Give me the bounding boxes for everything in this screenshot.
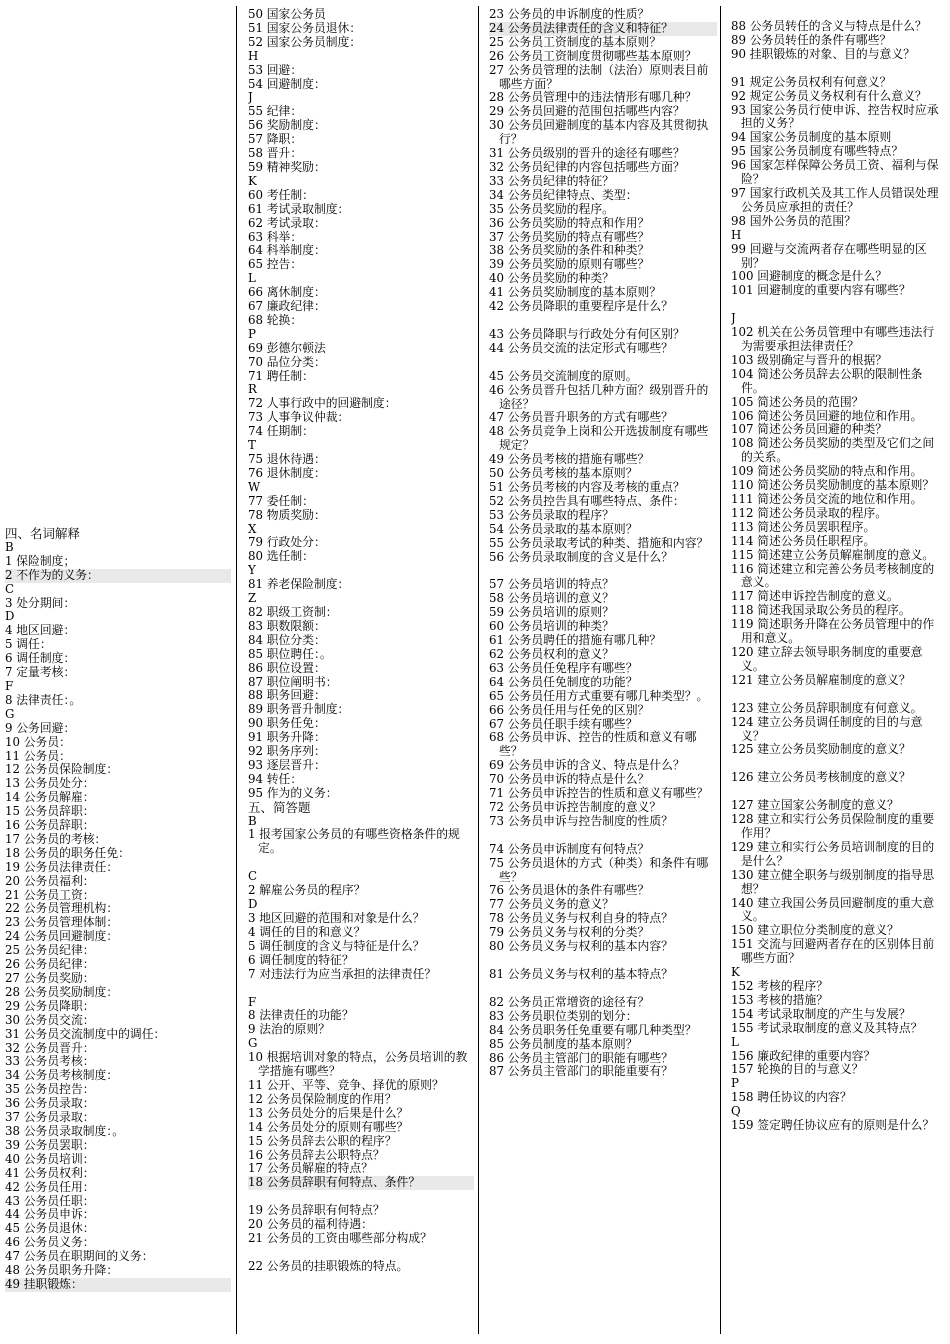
list-item: 113 简述公务员罢职程序。 [731,519,876,534]
list-item: 86 职位设置： [248,660,326,675]
list-item: 104 简述公务员辞去公职的限制性条件。 [731,366,923,395]
list-item: 54 回避制度： [248,76,326,91]
letter-index: B [5,539,14,554]
list-item: 77 公务员义务的意义？ [489,897,614,912]
letter-index: Z [248,591,257,606]
list-item: 55 公务员录取考试的种类、措施和内容？ [489,535,709,550]
list-item: 66 公务员任用与任免的区别？ [489,702,650,717]
list-item: 85 公务员制度的基本原则？ [489,1036,638,1051]
list-item: 20 公务员的福利待遇： [248,1217,373,1232]
list-item: 5 调任： [5,637,52,652]
list-item: 9 法治的原则？ [248,1022,331,1037]
list-item: 76 公务员退休的条件有哪些？ [489,883,650,898]
list-item: 19 公务员法律责任： [5,859,119,874]
list-item: 11 公开、平等、竞争、择优的原则？ [248,1077,444,1092]
list-item: 65 控告： [248,257,303,272]
list-item: 88 职务回避： [248,688,326,703]
list-item: 83 职数限额： [248,618,326,633]
letter-index: L [248,271,256,286]
list-item: 89 职务晋升制度： [248,702,350,717]
list-item: 8 法律责任：。 [5,692,82,707]
spacer [248,1190,474,1204]
spacer [731,757,945,771]
letter-index: X [248,521,257,536]
list-item: 4 地区回避： [5,623,76,638]
list-item: 21 公务员的工资由哪些部分构成？ [248,1231,432,1246]
spacer [731,62,945,76]
list-item: 98 国外公务员的范围？ [731,213,856,228]
list-item: 65 公务员任用方式重要有哪几种类型？。 [489,688,709,703]
list-item: 16 公务员辞职： [5,818,95,833]
spacer [489,982,717,996]
list-item: 69 公务员申诉的含义、特点是什么？ [489,758,685,773]
list-item: 51 国家公务员退休： [248,20,362,35]
letter-index: J [731,311,736,326]
list-item: 157 轮换的目的与意义？ [731,1062,864,1077]
list-item: 106 简述公务员回避的地位和作用。 [731,408,923,423]
list-item: 49 公务员考核的措施有哪些？ [489,452,650,467]
list-item: 56 奖励制度： [248,118,326,133]
list-item: 102 机关在公务员管理中有哪些违法行为需要承担法律责任？ [731,325,935,354]
list-item: 87 职位阐明书： [248,674,338,689]
list-item: 90 职务任免： [248,716,326,731]
list-item: 80 公务员义务与权利的基本内容？ [489,939,673,954]
list-item: 3 地区回避的范围和对象是什么？ [248,911,425,925]
list-item: 155 考试录取制度的意义及其特点？ [731,1020,923,1035]
list-item: 30 公务员交流： [5,1012,95,1027]
list-item: 87 公务员主管部门的职能重要有？ [489,1064,673,1079]
letter-index: K [731,965,740,980]
list-item: 61 考试录取制度： [248,201,350,216]
list-item: 31 公务员级别的晋升的途径有哪些？ [489,146,685,161]
list-item: 22 公务员的挂职锻炼的特点。 [248,1258,409,1273]
list-item: 12 公务员保险制度： [5,762,119,777]
list-item: 18 公务员辞职有何特点、条件？ [248,1176,474,1190]
list-item: 108 简述公务员奖励的类型及它们之间的关系。 [731,436,935,465]
list-item: 38 公务员录取制度：。 [5,1123,125,1138]
list-item: 6 调任制度的特征？ [248,952,354,967]
list-item: 156 廉政纪律的重要内容？ [731,1048,876,1063]
list-item: 35 公务员奖励的程序。 [489,201,614,216]
spacer [489,954,717,968]
list-item: 59 精神奖励： [248,159,326,174]
list-item: 25 公务员工资制度的基本原则？ [489,34,662,49]
list-item: 76 退休制度： [248,465,326,480]
list-item: 58 公务员培训的意义？ [489,591,614,606]
list-item: 117 简述申诉控告制度的意义。 [731,589,899,604]
letter-index: G [5,706,15,721]
list-item: 54 公务员录取的基本原则？ [489,521,638,536]
list-item: 13 公务员处分的后果是什么？ [248,1105,409,1120]
list-item: 86 公务员主管部门的职能有哪些？ [489,1050,673,1065]
list-item: 93 国家公务员行使申诉、控告权时应承担的义务？ [731,102,939,131]
list-item: 40 公务员奖励的种类？ [489,271,614,286]
list-item: 119 简述职务升降在公务员管理中的作用和意义。 [731,617,935,646]
list-item: 61 公务员聘任的措施有哪几种？ [489,633,662,648]
list-item: 115 简述建立公务员解雇制度的意义。 [731,547,935,562]
list-item: 73 人事争议仲裁： [248,410,350,425]
list-item: 75 公务员退休的方式（种类）和条件有哪些？ [489,855,709,884]
list-item: 10 根据培训对象的特点，公务员培训的教学措施有哪些？ [248,1050,468,1079]
spacer [489,356,717,370]
list-item: 46 公务员晋升包括几种方面？级别晋升的途径？ [489,382,709,411]
list-item: 10 公务员： [5,734,71,749]
list-item: 37 公务员录取： [5,1110,95,1125]
list-item: 159 签定聘任协议应有的原则是什么？ [731,1118,935,1133]
list-item: 43 公务员降职与行政处分有何区别？ [489,326,685,341]
list-item: 71 公务员申诉控告的性质和意义有哪些？ [489,786,709,801]
list-item: 94 国家公务员制度的基本原则 [731,130,892,145]
list-item: 151 交流与回避两者存在的区别体目前哪些方面？ [731,937,935,966]
list-item: 22 公务员管理机构： [5,901,119,916]
list-item: 32 公务员纪律的内容包括哪些方面？ [489,159,685,174]
list-item: 27 公务员管理的法制（法治）原则表目前哪些方面？ [489,62,709,91]
list-item: 71 聘任制： [248,368,314,383]
list-item: 12 公务员保险制度的作用？ [248,1091,397,1106]
list-item: 17 公务员解雇的特点？ [248,1161,373,1176]
column-1 [5,0,231,1344]
list-item: 29 公务员回避的范围包括哪些内容？ [489,104,685,119]
letter-index: F [5,678,14,693]
list-item: 127 建立国家公务制度的意义？ [731,798,899,813]
list-item: 31 公务员交流制度中的调任： [5,1026,166,1041]
list-item: 73 公务员申诉与控告制度的性质？ [489,813,673,828]
list-item: 74 任期制： [248,424,314,439]
list-item: 91 规定公务员权利有何意义？ [731,74,892,89]
list-item: 60 考任制： [248,187,314,202]
column-2 [248,0,474,1344]
list-item: 30 公务员回避制度的基本内容及其贯彻执行？ [489,118,709,147]
list-item: 152 考核的程序？ [731,979,829,993]
list-item: 50 公务员考核的基本原则？ [489,466,638,481]
letter-index: C [248,869,258,884]
letter-index: C [5,581,15,596]
letter-index: B [248,813,257,828]
list-item: 38 公务员奖励的条件和种类？ [489,243,650,258]
letter-index: L [731,1034,739,1049]
list-item: 53 公务员录取的程序？ [489,507,614,522]
letter-index: F [248,994,257,1009]
list-item: 128 建立和实行公务员保险制度的重要作用？ [731,812,935,841]
list-item: 24 公务员法律责任的含义和特征？ [489,22,717,36]
list-item: 66 离休制度： [248,285,326,300]
spacer [731,785,945,799]
list-item: 47 公务员在职期间的义务： [5,1249,154,1264]
list-item: 57 降职： [248,132,303,147]
list-item: 42 公务员任用： [5,1179,95,1194]
list-item: 84 公务员职务任免重要有哪几种类型？ [489,1022,697,1037]
list-item: 26 公务员工资制度贯彻哪些基本原则？ [489,48,697,63]
list-item: 100 回避制度的概念是什么？ [731,269,888,284]
list-item: 3 处分期间： [5,595,76,610]
list-item: 116 简述建立和完善公务员考核制度的意义。 [731,561,935,590]
list-item: 29 公务员降职： [5,998,95,1013]
column-4-list [731,0,945,1133]
column-divider [478,6,479,1334]
letter-index: J [248,90,253,105]
list-item: 14 公务员解雇： [5,790,95,805]
list-item: 62 公务员权利的意义？ [489,646,614,661]
list-item: 32 公务员晋升： [5,1040,95,1055]
list-item: 81 养老保险制度： [248,577,350,592]
list-item: 15 公务员辞去公职的程序？ [248,1133,397,1148]
list-item: 130 建立健全职务与级别制度的指导思想？ [731,867,935,896]
list-item: 67 公务员任职手续有哪些？ [489,716,638,731]
list-item: 42 公务员降职的重要程序是什么？ [489,299,673,314]
list-item: 37 公务员奖励的特点有哪些？ [489,229,650,244]
list-item: 72 公务员申诉控告制度的意义？ [489,799,662,814]
list-item: 114 简述公务员任职程序。 [731,533,876,548]
list-item: 48 公务员职务升降： [5,1263,119,1278]
list-item: 82 公务员正常增资的途径有？ [489,994,650,1009]
list-item: 7 定量考核： [5,665,76,680]
list-item: 47 公务员晋升职务的方式有哪些？ [489,410,673,425]
list-item: 60 公务员培训的种类？ [489,619,614,634]
list-item: 72 人事行政中的回避制度： [248,396,397,411]
letter-index: P [248,326,256,341]
list-item: 45 公务员交流制度的原则。 [489,368,638,383]
list-item: 39 公务员罢职： [5,1137,95,1152]
list-item: 16 公务员辞去公职特点？ [248,1147,385,1162]
letter-index: H [731,227,742,242]
list-item: 2 不作为的义务： [5,569,231,583]
list-item: 19 公务员辞职有何特点？ [248,1203,385,1218]
letter-index: D [5,609,15,624]
list-item: 20 公务员福利： [5,873,95,888]
list-item: 107 简述公务员回避的种类？ [731,422,888,437]
list-item: 91 职务升降： [248,730,326,745]
list-item: 85 职位聘任：。 [248,646,332,661]
list-item: 33 公务员纪律的特征？ [489,173,614,188]
list-item: 50 国家公务员 [248,7,326,21]
list-item: 46 公务员义务： [5,1235,95,1250]
list-item: 93 逐层晋升： [248,757,326,772]
list-item: 33 公务员考核： [5,1054,95,1069]
column-3-list [489,0,717,1079]
spacer [489,314,717,328]
list-item: 44 公务员申诉： [5,1207,95,1222]
list-item: 95 作为的义务： [248,785,338,800]
spacer [248,1246,474,1260]
list-item: 88 公务员转任的含义与特点是什么？ [731,19,927,33]
column-divider [720,6,721,1334]
list-item: 63 公务员任免程序有哪些？ [489,660,638,675]
column-1-list [5,0,231,1292]
list-item: 34 公务员考核制度： [5,1068,119,1083]
letter-index: Q [731,1104,741,1119]
letter-index: P [731,1076,739,1091]
list-item: 53 回避： [248,62,303,77]
spacer [489,564,717,578]
list-item: 44 公务员交流的法定形式有哪些？ [489,340,673,355]
list-item: 23 公务员管理体制： [5,915,119,930]
list-item: 64 公务员任免制度的功能？ [489,674,638,689]
list-item: 52 公务员控告具有哪些特点、条件： [489,493,685,508]
list-item: 63 科举： [248,229,303,244]
list-item: 69 彭德尔顿法 [248,340,326,355]
list-item: 95 国家公务员制度有哪些特点？ [731,144,904,159]
list-item: 45 公务员退休： [5,1221,95,1236]
letter-index: G [248,1036,258,1051]
list-item: 68 公务员申诉、控告的性质和意义有哪些？ [489,730,697,759]
list-item: 49 挂职锻炼： [5,1278,231,1292]
letter-index: D [248,897,258,912]
list-item: 75 退休待遇： [248,452,326,466]
column-4 [731,0,945,1344]
list-item: 36 公务员录取： [5,1096,95,1111]
list-item: 9 公务回避： [5,720,76,735]
list-item: 58 晋升： [248,146,303,161]
letter-index: Y [248,563,256,578]
list-item: 51 公务员考核的内容及考核的重点？ [489,480,685,494]
list-item: 80 选任制： [248,549,314,564]
list-item: 96 国家怎样保障公务员工资、福利与保险？ [731,158,939,187]
list-item: 1 报考国家公务员的有哪些资格条件的规定。 [248,827,460,856]
list-item: 55 纪律： [248,104,303,119]
list-item: 8 法律责任的功能？ [248,1008,354,1023]
list-item: 41 公务员奖励制度的基本原则？ [489,285,662,300]
letter-index: T [248,438,256,453]
list-item: 81 公务员义务与权利的基本特点？ [489,967,673,981]
list-item: 111 简述公务员交流的地位和作用。 [731,492,923,506]
list-item: 150 建立职位分类制度的意义？ [731,923,899,938]
list-item: 118 简述我国录取公务员的程序。 [731,603,911,618]
spacer [731,298,945,312]
list-item: 125 建立公务员奖励制度的意义？ [731,742,911,757]
letter-index: K [248,173,257,188]
list-item: 109 简述公务员奖励的特点和作用。 [731,464,923,479]
list-item: 124 建立公务员调任制度的目的与意义？ [731,714,923,743]
spacer [489,829,717,843]
list-item: 105 简述公务员的范围？ [731,394,864,409]
list-item: 64 科举制度： [248,243,326,258]
list-item: 101 回避制度的重要内容有哪些？ [731,283,911,298]
column-divider [236,6,237,1334]
list-item: 94 转任： [248,771,303,786]
list-item: 39 公务员奖励的原则有哪些？ [489,257,650,272]
list-item: 15 公务员辞职： [5,804,95,819]
list-item: 21 公务员工资： [5,887,95,902]
list-item: 97 国家行政机关及其工作人员错误处理公务员应承担的责任？ [731,185,939,214]
list-item: 126 建立公务员考核制度的意义？ [731,770,911,785]
list-item: 89 公务员转任的条件有哪些？ [731,32,892,47]
list-item: 4 调任的目的和意义？ [248,924,366,939]
list-item: 28 公务员管理中的违法情形有哪几种？ [489,90,697,105]
list-item: 26 公务员纪律： [5,957,95,972]
list-item: 112 简述公务员录取的程序。 [731,505,888,520]
list-item: 158 聘任协议的内容？ [731,1090,852,1105]
letter-index: H [248,48,259,63]
list-item: 35 公务员控告： [5,1082,95,1097]
spacer [248,856,474,870]
list-item: 79 公务员义务与权利的分类？ [489,925,650,940]
list-item: 140 建立我国公务员回避制度的重大意义。 [731,895,935,924]
list-item: 90 挂职锻炼的对象、目的与意义？ [731,46,915,61]
list-item: 11 公务员： [5,748,71,763]
list-item: 92 职务序列： [248,744,326,759]
list-item: 123 建立公务员辞职制度有何意义。 [731,700,923,715]
list-item: 77 委任制： [248,493,314,508]
list-item: 13 公务员处分： [5,776,95,791]
list-item: 78 物质奖励： [248,507,326,522]
list-item: 2 解雇公务员的程序？ [248,883,366,898]
spacer [731,688,945,702]
column-3 [489,0,717,1344]
list-item: 7 对违法行为应当承担的法律责任？ [248,966,437,981]
list-item: 67 廉政纪律： [248,299,326,314]
list-item: 84 职位分类： [248,632,326,647]
list-item: 82 职级工资制： [248,604,338,619]
list-item: 43 公务员任职： [5,1193,95,1208]
list-item: 68 轮换： [248,312,303,327]
list-item: 34 公务员纪律特点、类型： [489,187,638,202]
list-item: 18 公务员的职务任免： [5,845,130,860]
list-item: 121 建立公务员解雇制度的意义？ [731,672,911,687]
list-item: 74 公务员申诉制度有何特点？ [489,841,650,856]
list-item: 40 公务员培训： [5,1151,95,1166]
list-item: 129 建立和实行公务员培训制度的目的是什么？ [731,839,935,868]
spacer [248,982,474,996]
list-item: 1 保险制度； [5,553,76,568]
section-heading: 四、名词解释 [5,526,81,541]
list-item: 70 品位分类： [248,354,326,369]
list-item: 48 公务员竞争上岗和公开选拔制度有哪些规定？ [489,424,709,453]
list-item: 92 规定公务员义务权利有什么意义？ [731,88,927,103]
list-item: 78 公务员义务与权利自身的特点？ [489,911,673,926]
list-item: 59 公务员培训的原则？ [489,605,614,620]
list-item: 5 调任制度的含义与特征是什么？ [248,938,425,953]
list-item: 120 建立辞去领导职务制度的重要意义。 [731,644,923,673]
list-item: 70 公务员申诉的特点是什么？ [489,772,650,787]
list-item: 154 考试录取制度的产生与发展？ [731,1006,911,1021]
list-item: 36 公务员奖励的特点和作用？ [489,215,650,230]
list-item: 110 简述公务员奖励制度的基本原则？ [731,478,935,493]
list-item: 28 公务员奖励制度： [5,984,119,999]
list-item: 103 级别确定与晋升的根据？ [731,352,888,367]
list-item: 79 行政处分： [248,535,326,550]
list-item: 23 公务员的申诉制度的性质？ [489,7,650,21]
list-item: 25 公务员纪律： [5,943,95,958]
list-item: 24 公务员回避制度： [5,929,119,944]
section-heading: 五、简答题 [248,799,311,815]
list-item: 6 调任制度： [5,651,76,666]
column-2-list [248,0,474,1274]
letter-index: W [248,479,261,494]
list-item: 56 公务员录取制度的含义是什么？ [489,549,673,564]
list-item: 83 公务员职位类别的划分： [489,1008,638,1023]
list-item: 99 回避与交流两者存在哪些明显的区别？ [731,241,927,270]
list-item: 14 公务员处分的原则有哪些？ [248,1119,409,1134]
list-item: 57 公务员培训的特点？ [489,577,614,592]
letter-index: R [248,382,257,397]
list-item: 17 公务员的考核： [5,831,107,846]
list-item: 41 公务员权利： [5,1165,95,1180]
list-item: 62 考试录取： [248,215,326,230]
list-item: 27 公务员奖励： [5,971,95,985]
list-item: 52 国家公务员制度： [248,34,362,49]
list-item: 153 考核的措施？ [731,992,829,1007]
